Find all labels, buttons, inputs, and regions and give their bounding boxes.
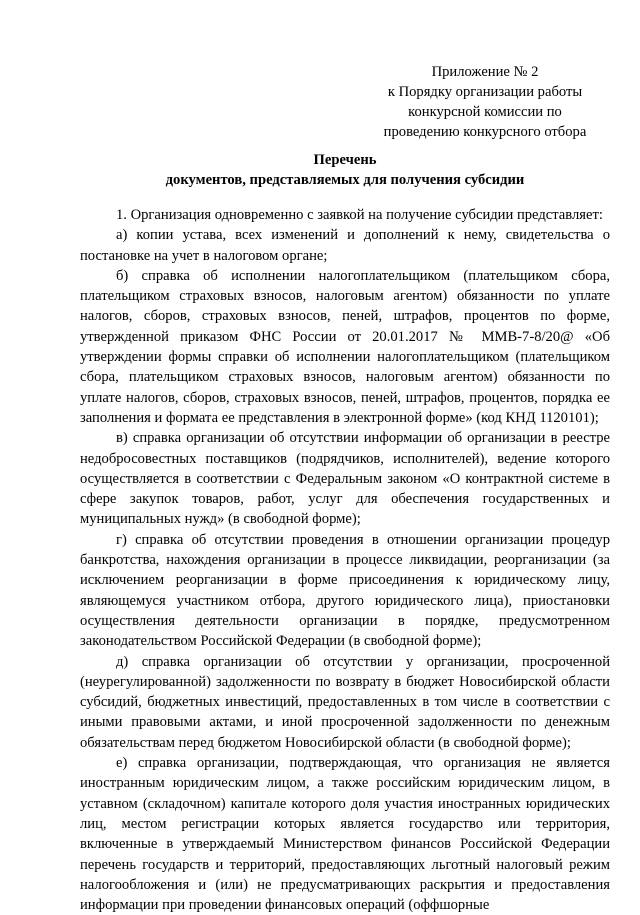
appendix-number: Приложение № 2 <box>431 64 539 80</box>
paragraph-intro: 1. Организация одновременно с заявкой на получение субсидии представляет: <box>116 207 603 223</box>
paragraph-item-d: д) справка организации об отсутствии у организации, просроченной (неурегулированной) задолженности по возврату в бюджет Новосибирской области субсидий, бюджетных инвестиций, предоставленных в том числе в соответствии с иными правовыми актами, и иной просроченной задолженности по денежным обязательствам перед бюджетом Новосибирской области (в свободной форме); <box>80 653 610 751</box>
appendix-reference-line: к Порядку организации работы <box>387 84 583 100</box>
paragraph-item-b: б) справка об исполнении налогоплательщиком (плательщиком сбора, плательщиком страховых взносов, налоговым агентом) обязанности по уплате налогов, сборов, страховых взносов, пеней, штрафов, процентов по форме, утвержденной приказом ФНС России от 20.01.2017 № ММВ-7-8/20@ «Об утверждении формы справки об исполнении налогоплательщиком (плательщиком сбора, плательщиком страховых взносов, налоговым агентом) обязанности по уплате налогов, сборов, страховых взносов, пеней, штрафов, процентов, порядка ее заполнения и формата ее представления в электронной форме» (код КНД 1120101); <box>80 267 610 426</box>
appendix-reference-line: конкурсной комиссии по <box>408 104 562 120</box>
paragraph-item-v: в) справка организации об отсутствии информации об организации в реестре недобросовестных поставщиков (подрядчиков, исполнителей), ведение которого осуществляется в соответствии с Федеральным законом «О контрактной системе в сфере закупок товаров, работ, услуг для обеспечения государственных и муниципальных нужд» (в свободной форме); <box>80 430 610 528</box>
appendix-reference-line: проведению конкурсного отбора <box>383 124 587 140</box>
paragraph-item-a: а) копии устава, всех изменений и дополнений к нему, свидетельства о постановке на учет в налоговом органе; <box>80 227 610 264</box>
title-subtitle-line: документов, представляемых для получения субсидии <box>165 172 525 188</box>
paragraph-item-e: е) справка организации, подтверждающая, что организация не является иностранным юридическим лицом, а также российским юридическим лицом, в уставном (складочном) капитале которого доля участия иностранных юридических лиц, местом регистрации которых является государство или территория, включенные в утверждаемый Министерством финансов Российской Федерации перечень государств и территорий, предоставляющих льготный налоговый режим налогообложения и (или) не предусматривающих раскрытия и предоставления информации при проведении финансовых операций (оффшорные <box>80 755 610 914</box>
document-title <box>80 150 610 190</box>
document-body <box>80 205 610 915</box>
paragraph-item-g: г) справка об отсутствии проведения в отношении организации процедур банкротства, нахождения организации в процессе ликвидации, реорганизации (за исключением реорганизации в форме присоединения к юридическому лицу, являющемуся участником отбора, другого юридического лица), приостановки осуществления деятельности организации в порядке, предусмотренном законодательством Российской Федерации (в свободной форме); <box>80 531 610 650</box>
title-line: Перечень <box>313 152 377 168</box>
appendix-header <box>360 62 610 142</box>
